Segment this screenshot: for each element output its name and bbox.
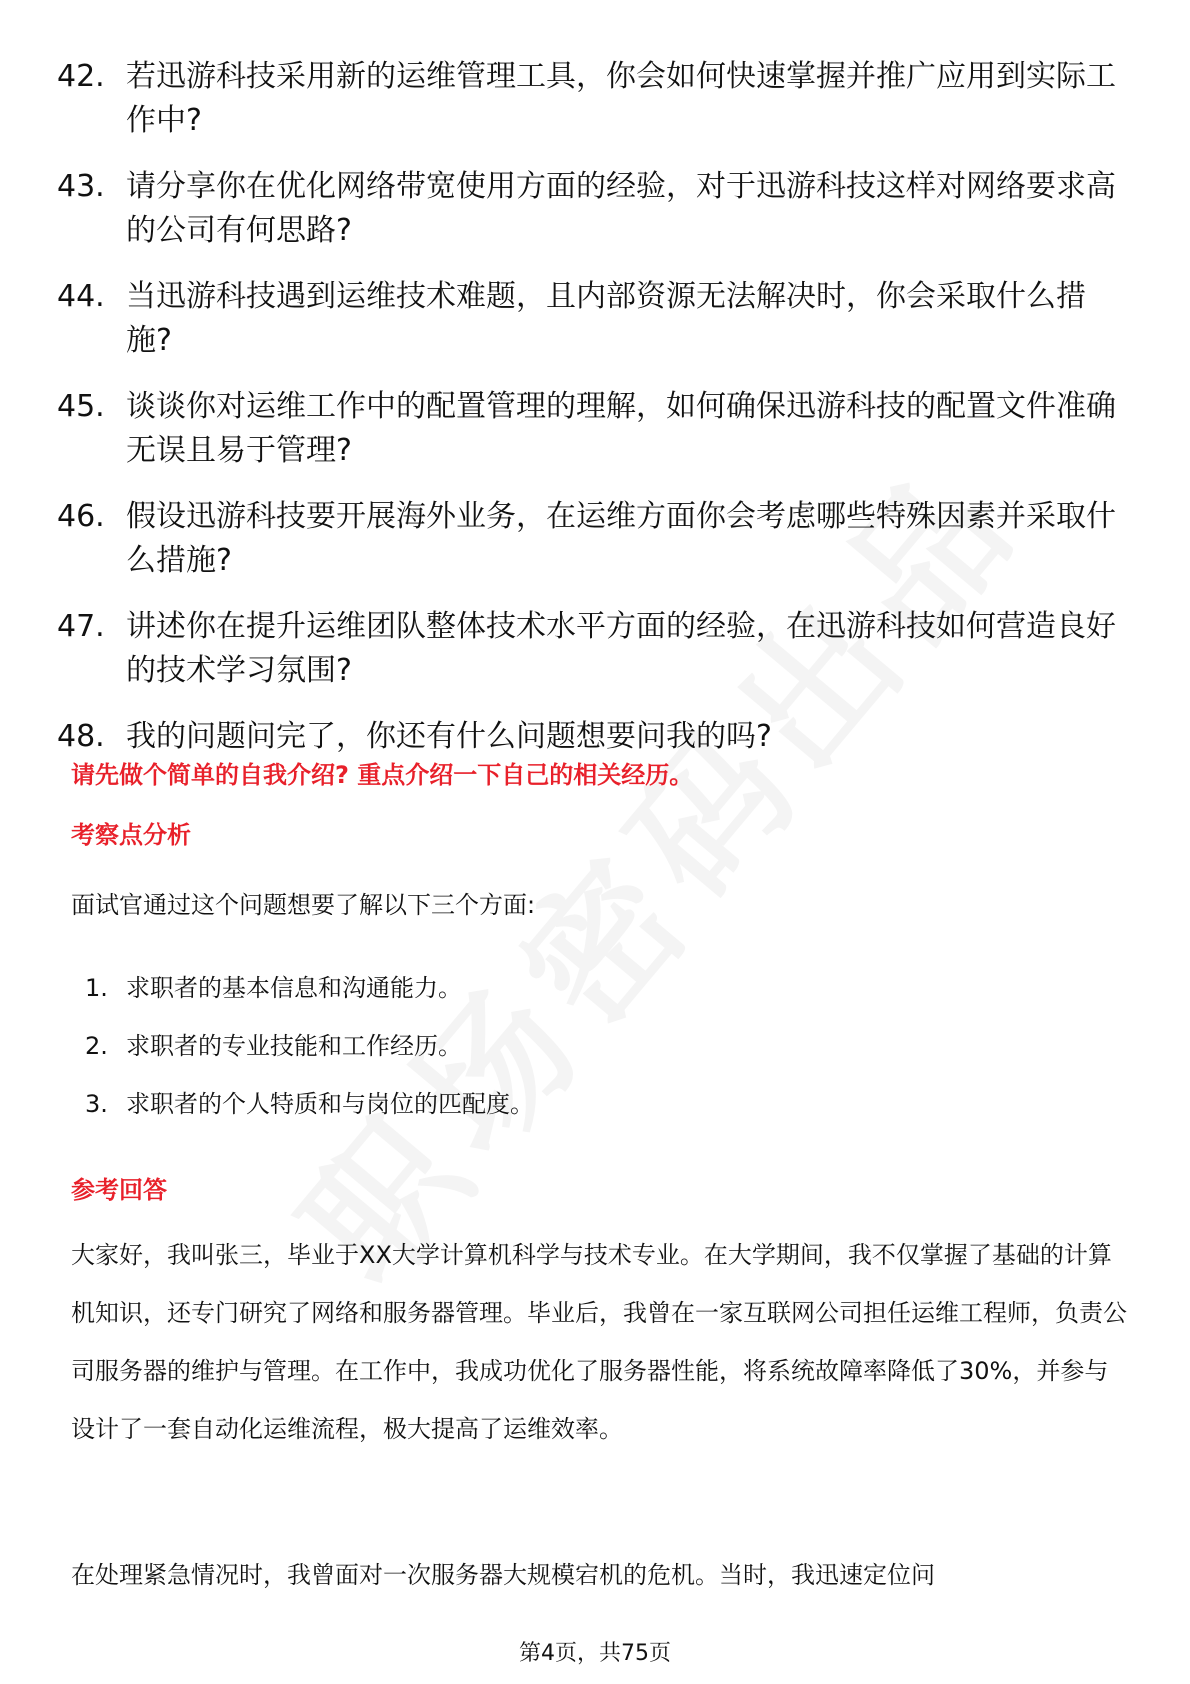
question-item — [0, 715, 1190, 759]
list-number: 3. — [85, 1090, 108, 1118]
question-item — [0, 275, 1190, 363]
question-text: 假设迅游科技要开展海外业务，在运维方面你会考虑哪些特殊因素并采取什么措施? — [126, 499, 1116, 578]
question-item — [0, 55, 1190, 143]
answer-paragraph: 在处理紧急情况时，我曾面对一次服务器大规模宕机的危机。当时，我迅速定位问 — [71, 1561, 935, 1589]
section-title: 请先做个简单的自我介绍? 重点介绍一下自己的相关经历。 — [71, 761, 694, 789]
question-number: 46. — [57, 499, 105, 534]
question-number: 48. — [57, 719, 105, 754]
list-text: 求职者的专业技能和工作经历。 — [126, 1032, 462, 1060]
list-item — [0, 972, 1190, 1030]
question-number: 43. — [57, 169, 105, 204]
question-text: 若迅游科技采用新的运维管理工具，你会如何快速掌握并推广应用到实际工作中? — [126, 59, 1116, 138]
question-text: 讲述你在提升运维团队整体技术水平方面的经验，在迅游科技如何营造良好的技术学习氛围? — [126, 609, 1116, 688]
analysis-list — [0, 972, 1190, 1146]
list-number: 2. — [85, 1032, 108, 1060]
question-text: 我的问题问完了，你还有什么问题想要问我的吗? — [126, 719, 772, 754]
question-number: 44. — [57, 279, 105, 314]
question-text: 当迅游科技遇到运维技术难题，且内部资源无法解决时，你会采取什么措施? — [126, 279, 1086, 358]
question-item — [0, 165, 1190, 253]
analysis-intro: 面试官通过这个问题想要了解以下三个方面: — [71, 891, 536, 919]
list-number: 1. — [85, 974, 108, 1002]
list-text: 求职者的个人特质和与岗位的匹配度。 — [126, 1090, 534, 1118]
question-item — [0, 495, 1190, 583]
question-number: 47. — [57, 609, 105, 644]
list-item — [0, 1030, 1190, 1088]
analysis-heading: 考察点分析 — [71, 821, 191, 849]
question-list — [0, 55, 1190, 781]
page-footer: 第4页，共75页 — [519, 1641, 671, 1666]
question-item — [0, 385, 1190, 473]
question-item — [0, 605, 1190, 693]
question-text: 请分享你在优化网络带宽使用方面的经验，对于迅游科技这样对网络要求高的公司有何思路? — [126, 169, 1116, 248]
list-text: 求职者的基本信息和沟通能力。 — [126, 974, 462, 1002]
answer-heading: 参考回答 — [71, 1176, 167, 1204]
list-item — [0, 1088, 1190, 1146]
question-number: 42. — [57, 59, 105, 94]
answer-paragraph: 大家好，我叫张三，毕业于XX大学计算机科学与技术专业。在大学期间，我不仅掌握了基础的计算机知识，还专门研究了网络和服务器管理。毕业后，我曾在一家互联网公司担任运维工程师，负责公司服务器的维护与管理。在工作中，我成功优化了服务器性能，将系统故障率降低了30%，并参与设计了一套自动化运维流程，极大提高了运维效率。 — [71, 1241, 1127, 1443]
question-text: 谈谈你对运维工作中的配置管理的理解，如何确保迅游科技的配置文件准确无误且易于管理? — [126, 389, 1116, 468]
question-number: 45. — [57, 389, 105, 424]
